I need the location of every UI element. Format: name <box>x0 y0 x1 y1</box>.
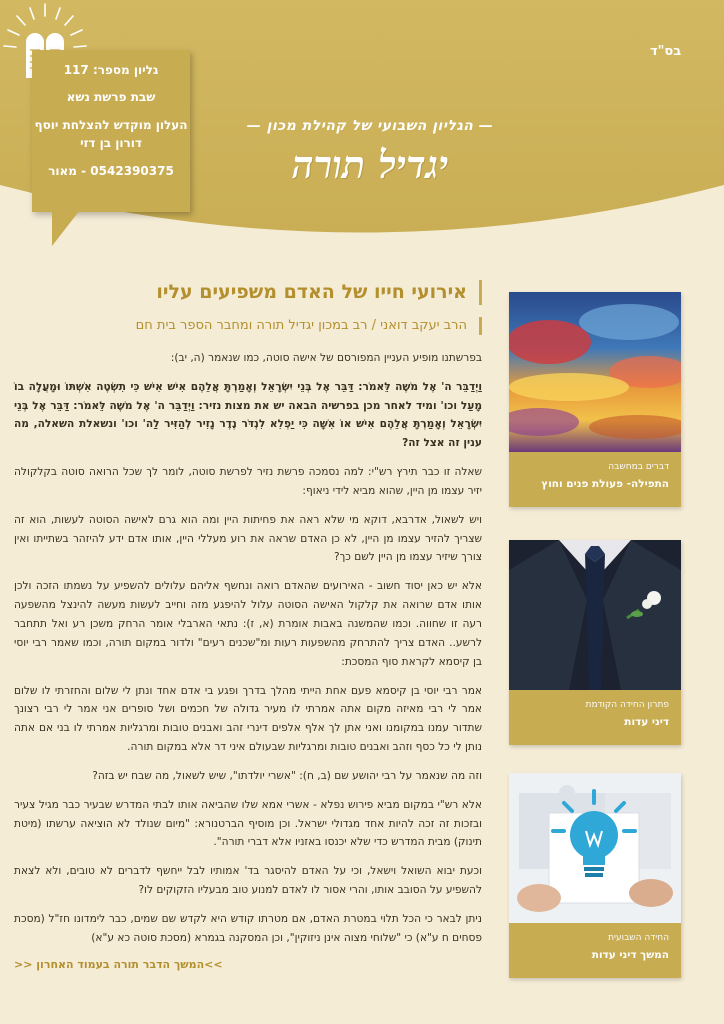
article-paragraph: בפרשתנו מופיע העניין המפורסם של אישה סוטה, כמו שנאמר (ה, יב): <box>170 351 482 364</box>
groom-suit-image <box>509 540 681 690</box>
issue-number: גליון מספר: 117 <box>63 63 159 77</box>
sky-painting-image <box>509 292 681 452</box>
dedication-name: דורון בן דזי <box>80 136 142 151</box>
card-title: דיני עדות <box>624 716 669 728</box>
lightbulb-puzzle-icon <box>509 773 681 923</box>
contact-phone: 0542390375 - מאור <box>48 163 174 178</box>
article-paragraph: וכעת יבוא השואל וישאל, וכי על האדם להיסגר בד' אמותיו לבל ייחשף לדברים לא טובים, ולא לצאת להשפיע על הסובב אותו, והרי אסור לו לאדם למנוע טוב מבעליו הזקוקים לו? <box>14 865 482 897</box>
tagline: — הגליון השבועי של קהילת מכון — <box>246 118 494 134</box>
card-category: החידה השבועית <box>608 933 669 943</box>
card-category: פתרון החידה הקודמת <box>585 700 669 710</box>
speech-tail <box>52 210 80 246</box>
parasha-name: שבת פרשת נשא <box>66 90 156 105</box>
article-paragraph: וזה מה שנאמר על רבי יהושע שם (ב, ח): "אשרי יולדתו", שיש לשאול, מה שבח יש בזה? <box>92 769 482 782</box>
card-previous-riddle[interactable] <box>509 540 681 745</box>
article-paragraph: שאלה זו כבר תירץ רש"י: למה נסמכה פרשת נזיר לפרשת סוטה, לומר לך שכל הרואה סוטה בקלקולה יזיר עצמו מן היין, שהוא מביא לידי ניאוף: <box>14 466 482 497</box>
article-paragraph: אמר רבי יוסי בן קיסמא פעם אחת הייתי מהלך בדרך ופגע בי אדם אחד ונתן לי שלום והחזרתי לו שלום אמר לי רבי מאיזה מקום אתה אמרתי לו מעיר גדולה של חכמים ושל סופרים אני אמר לי רבי רצונך שתדור עמנו במקומנו ואני אתן לך אלף אלפים דינרי זהב ואבנים טובות ומרגליות אמרתי לו בני אם אתה נותן לי כל כסף וזהב ואבנים טובות ומרגליות שבעולם איני דר אלא במקום תורה. <box>14 684 482 754</box>
header-banner <box>0 0 724 250</box>
article-author: הרב יעקב דואני / רב במכון יגדיל תורה ומחבר הספר בית חם <box>14 317 482 335</box>
card-title: המשך דיני עדות <box>591 949 669 961</box>
main-article <box>14 280 482 971</box>
dedication: העלון מוקדש להצלחת יוסף <box>34 117 188 132</box>
bsd-mark: בס"ד <box>650 44 682 59</box>
article-paragraph: אלא יש כאן יסוד חשוב - האירועים שהאדם רואה ונחשף אליהם עלולים להשפיע על נשמתו הזכה ולכן אותו אדם שרואה את קלקול האישה הסוטה עלול להיפגע מזה וחייב לעשות מעשה להינצל מהשפעה רעה זו שחווה. וכמו שהמשנה באבות אומרת (א, ז): נתאי הארבלי אומר הרחק משכן רע ואל תתחבר לרשע.. האדם צריך להתרחק מהשפעות רעות ומ"שכנים רעים" ולדור במקום תורה, וכמו שאמר רבי יוסי בן קיסמא לקראת סוף המסכת: <box>14 580 482 668</box>
card-thoughts[interactable] <box>509 292 681 507</box>
card-title: התפילה- פעולת פנים וחוץ <box>541 478 669 490</box>
article-paragraph: וַיְדַבֵּר ה' אֶל משֶׁה לֵּאמֹר: דַּבֵּר אֶל בְּנֵי יִשְׂרָאֵל וְאָמַרְתָּ אֲלֵהֶם אִישׁ אִישׁ כִּי תִשְׂטֶה אִשְׁתּוֹ וּמָעֲלָה בוֹ מָעַל וכו' ומיד לאחר מכן בפרשיה הבאה יש את מצות נזיר: וַיְדַבֵּר ה' אֶל משֶׁה לֵּאמֹר: דַּבֵּר אֶל בְּנֵי יִשְׂרָאֵל וְאָמַרְתָּ אֲלֵהֶם אִישׁ אוֹ אִשָּׁה כִּי יַפְלִא לִנְדֹּר נֶדֶר נָזִיר לְהַזִּיר לַה' וכו' ונשאלת השאלה, מה ענין זה אצל זה? <box>14 380 482 450</box>
article-paragraph: ניתן לבאר כי הכל תלוי במטרת האדם, אם מטרתו קודש היא לקדש שם שמים, כבר לימדונו חז"ל (מסכת פסחים ח ע"א) כי "שלוחי מצוה אינן ניזוקין", וכן המסקנה בגמרא (מסכת סוטה כא ע"א) <box>14 912 482 944</box>
brand-title: יגדיל תורה <box>291 142 449 187</box>
issue-info-box <box>32 50 190 212</box>
article-title: אירועי חייו של האדם משפיעים עליו <box>14 280 482 305</box>
card-weekly-riddle[interactable] <box>509 773 681 978</box>
article-paragraph: ויש לשאול, אדרבא, דוקא מי שלא ראה את פחיתות היין ומה הוא גרם לאישה הסוטה לעשות, הוא זה שצריך להזיר עצמו מן היין, לא כן האדם שראה את רוע מעללי היין, אותו אדם ידע להיזהר בשתייתו ואין צורך שיזיר עצמו מן היין לשם כך? <box>14 513 482 564</box>
card-category: דברים במחשבה <box>608 462 669 472</box>
continue-link[interactable]: >> המשך הדבר תורה בעמוד האחרון<< <box>14 957 223 971</box>
article-paragraph: אלא רש"י במקום מביא פירוש נפלא - אשרי אמא שלו שהביאה אותו לבתי המדרש שבעיר כבר מגיל צעיר ובזכות זה זכה להיות אחד מגדולי ישראל. וכן מוסיף הברטנורא: "מיום שנולד לא הוציאה ערשתו (מיטת תינוק) מבית המדרש כדי שלא יכנסו באזניו אלא דברי תורה". <box>14 798 482 849</box>
